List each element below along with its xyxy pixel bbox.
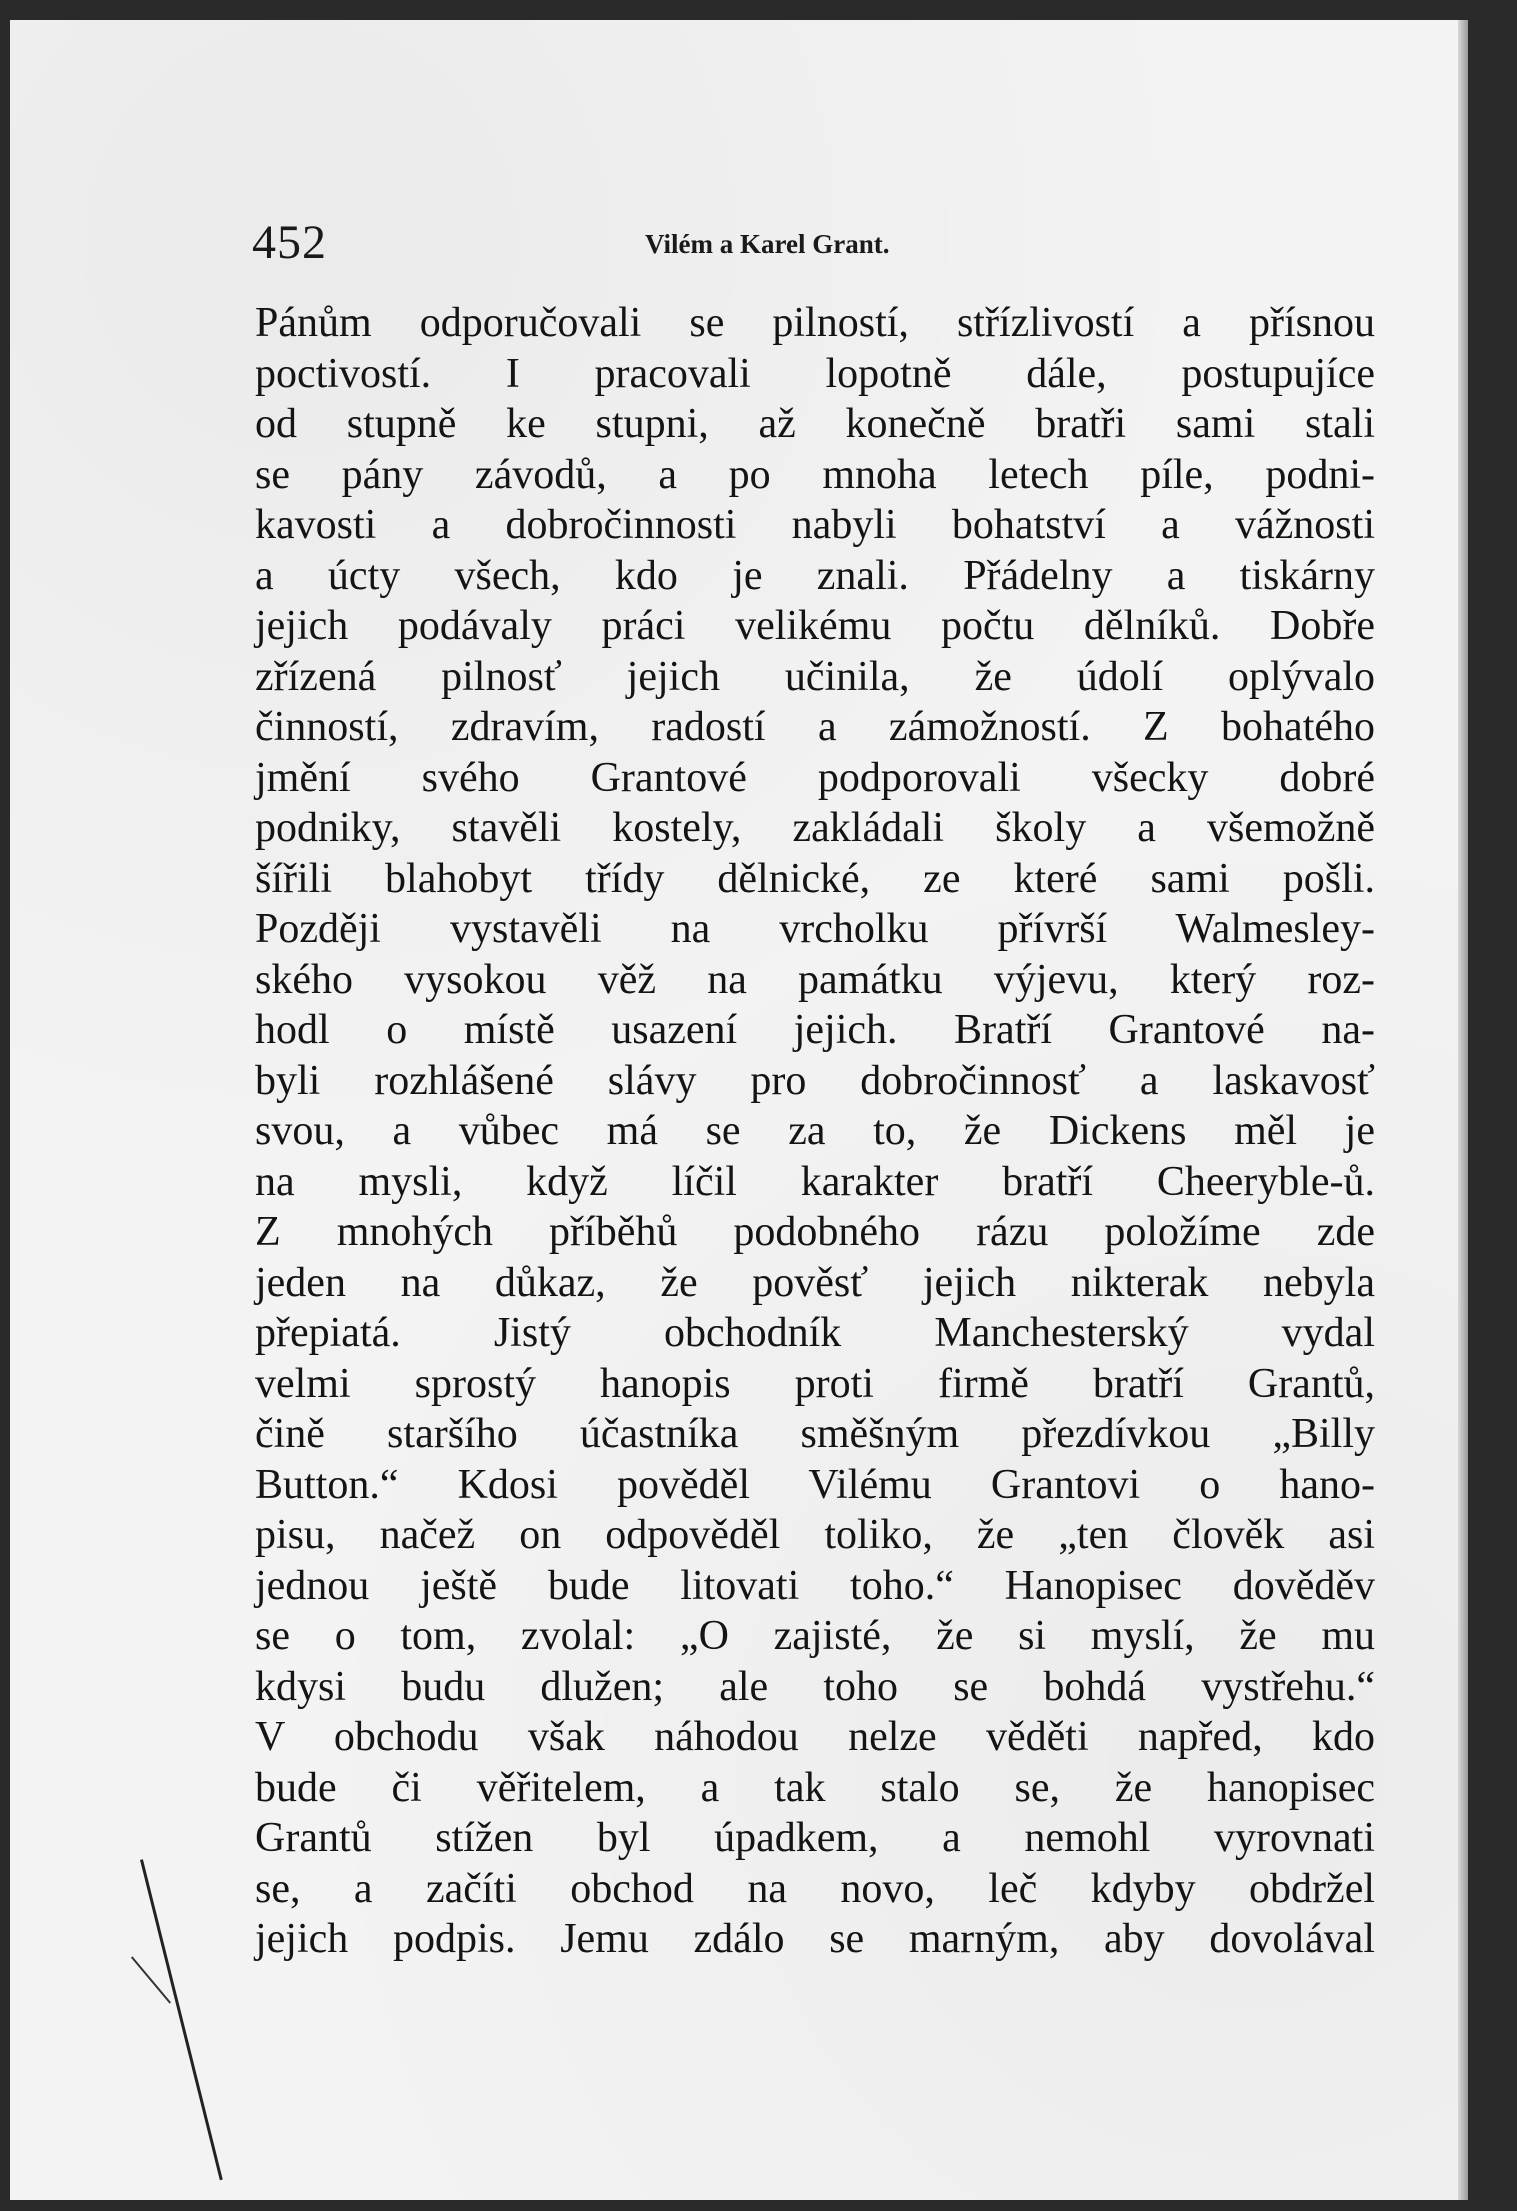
running-head [240, 215, 1390, 275]
text-line: velmi sprostý hanopis proti firmě bratří Grantů, [255, 1360, 1375, 1407]
running-title: Vilém a Karel Grant. [645, 229, 890, 259]
text-line: poctivostí. I pracovali lopotně dále, postupujíce [255, 350, 1375, 397]
text-line: na mysli, když líčil karakter bratří Cheeryble-ů. [255, 1158, 1375, 1205]
text-line: jednou ještě bude litovati toho.“ Hanopisec dověděv [255, 1562, 1375, 1609]
text-line: čině staršího účastníka směšným přezdívkou „Billy [255, 1411, 1375, 1457]
text-line: šířili blahobyt třídy dělnické, ze které sami pošli. [255, 855, 1375, 902]
text-line: jejich podávaly práci velikému počtu dělníků. Dobře [255, 603, 1375, 649]
text-line: kavosti a dobročinnosti nabyli bohatství a vážnosti [255, 502, 1375, 548]
text-line: Grantů stížen byl úpadkem, a nemohl vyrovnati [255, 1815, 1375, 1861]
body-text [255, 298, 1375, 1965]
text-line: se pány závodů, a po mnoha letech píle, podni- [255, 451, 1375, 498]
text-line: svou, a vůbec má se za to, že Dickens měl je [255, 1108, 1375, 1154]
text-line: jejich podpis. Jemu zdálo se marným, aby dovolával [255, 1916, 1375, 1962]
text-line: Z mnohých příběhů podobného rázu položíme zde [255, 1209, 1375, 1255]
page-edge [1458, 20, 1468, 2200]
text-line: Později vystavěli na vrcholku přívrší Walmesley- [255, 906, 1375, 952]
text-line: byli rozhlášené slávy pro dobročinnosť a laskavosť [255, 1057, 1375, 1104]
text-line: zřízená pilnosť jejich učinila, že údolí oplývalo [255, 653, 1375, 700]
text-line: a úcty všech, kdo je znali. Přádelny a tiskárny [255, 552, 1375, 599]
text-line: jeden na důkaz, že pověsť jejich nikterak nebyla [255, 1259, 1375, 1306]
text-line: hodl o místě usazení jejich. Bratří Grantové na- [255, 1007, 1375, 1053]
text-line: podniky, stavěli kostely, zakládali školy a všemožně [255, 805, 1375, 851]
text-line: kdysi budu dlužen; ale toho se bohdá vystřehu.“ [255, 1663, 1375, 1710]
text-line: Button.“ Kdosi pověděl Vilému Grantovi o hano- [255, 1461, 1375, 1508]
text-line: V obchodu však náhodou nelze věděti napřed, kdo [255, 1714, 1375, 1760]
text-line: ského vysokou věž na památku výjevu, který roz- [255, 956, 1375, 1003]
page-number: 452 [252, 216, 327, 269]
book-page [10, 20, 1468, 2200]
text-line: se, a začíti obchod na novo, leč kdyby obdržel [255, 1865, 1375, 1912]
text-line: přepiatá. Jistý obchodník Manchesterský vydal [255, 1310, 1375, 1356]
text-line: od stupně ke stupni, až konečně bratři sami stali [255, 401, 1375, 447]
text-line: Pánům odporučovali se pilností, střízlivostí a přísnou [255, 300, 1375, 346]
text-line: činností, zdravím, radostí a zámožností. Z bohatého [255, 704, 1375, 750]
text-line: se o tom, zvolal: „O zajisté, že si myslí, že mu [255, 1613, 1375, 1659]
text-line: jmění svého Grantové podporovali všecky dobré [255, 754, 1375, 801]
text-line: bude či věřitelem, a tak stalo se, že hanopisec [255, 1764, 1375, 1811]
text-line: pisu, načež on odpověděl toliko, že „ten člověk asi [255, 1512, 1375, 1558]
